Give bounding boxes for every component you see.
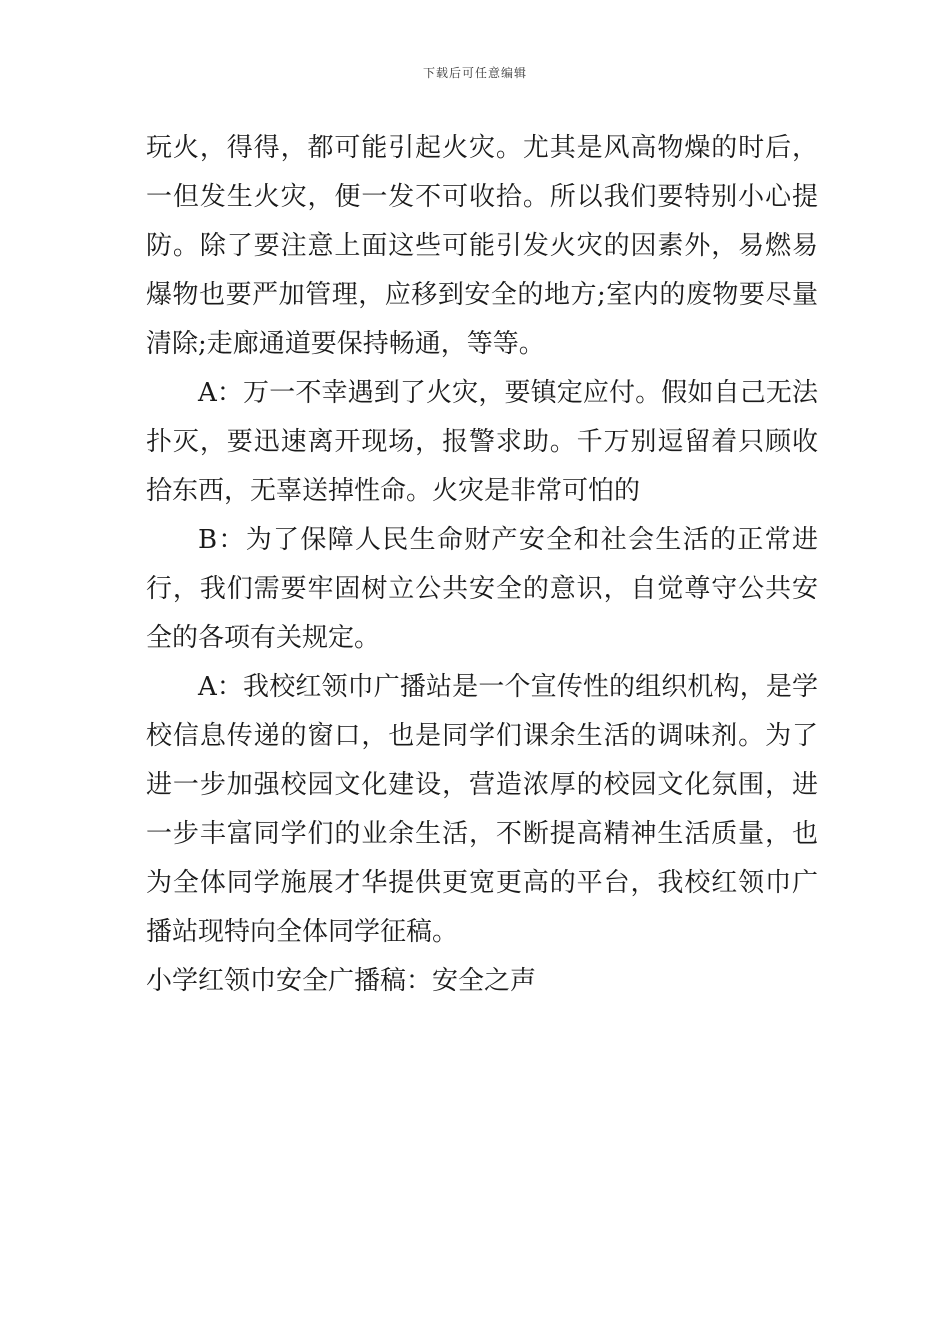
document-body xyxy=(146,124,818,1006)
section-subtitle: 小学红领巾安全广播稿：安全之声 xyxy=(146,966,537,996)
paragraph-a-broadcast-station: A：我校红领巾广播站是一个宣传性的组织机构，是学校信息传递的窗口，也是同学们课余生活的调味剂。为了进一步加强校园文化建设，营造浓厚的校园文化氛围，进一步丰富同学们的业余生活，不断提高精神生活质量，也为全体同学施展才华提供更宽更高的平台，我校红领巾广播站现特向全体同学征稿。 xyxy=(146,672,818,947)
paragraph-a-fire-response: A：万一不幸遇到了火灾，要镇定应付。假如自己无法扑灭，要迅速离开现场，报警求助。千万别逗留着只顾收拾东西，无辜送掉性命。火灾是非常可怕的 xyxy=(146,378,818,506)
paragraph-b-public-safety: B：为了保障人民生命财产安全和社会生活的正常进行，我们需要牢固树立公共安全的意识，自觉尊守公共安全的各项有关规定。 xyxy=(146,525,818,653)
page-header: 下载后可任意编辑 xyxy=(422,66,527,80)
paragraph-fire-prevention: 玩火，得得，都可能引起火灾。尤其是风高物燥的时后，一但发生火灾，便一发不可收拾。所以我们要特别小心提防。除了要注意上面这些可能引发火灾的因素外，易燃易爆物也要严加管理，应移到安全的地方;室内的废物要尽量清除;走廊通道要保持畅通，等等。 xyxy=(146,133,818,359)
